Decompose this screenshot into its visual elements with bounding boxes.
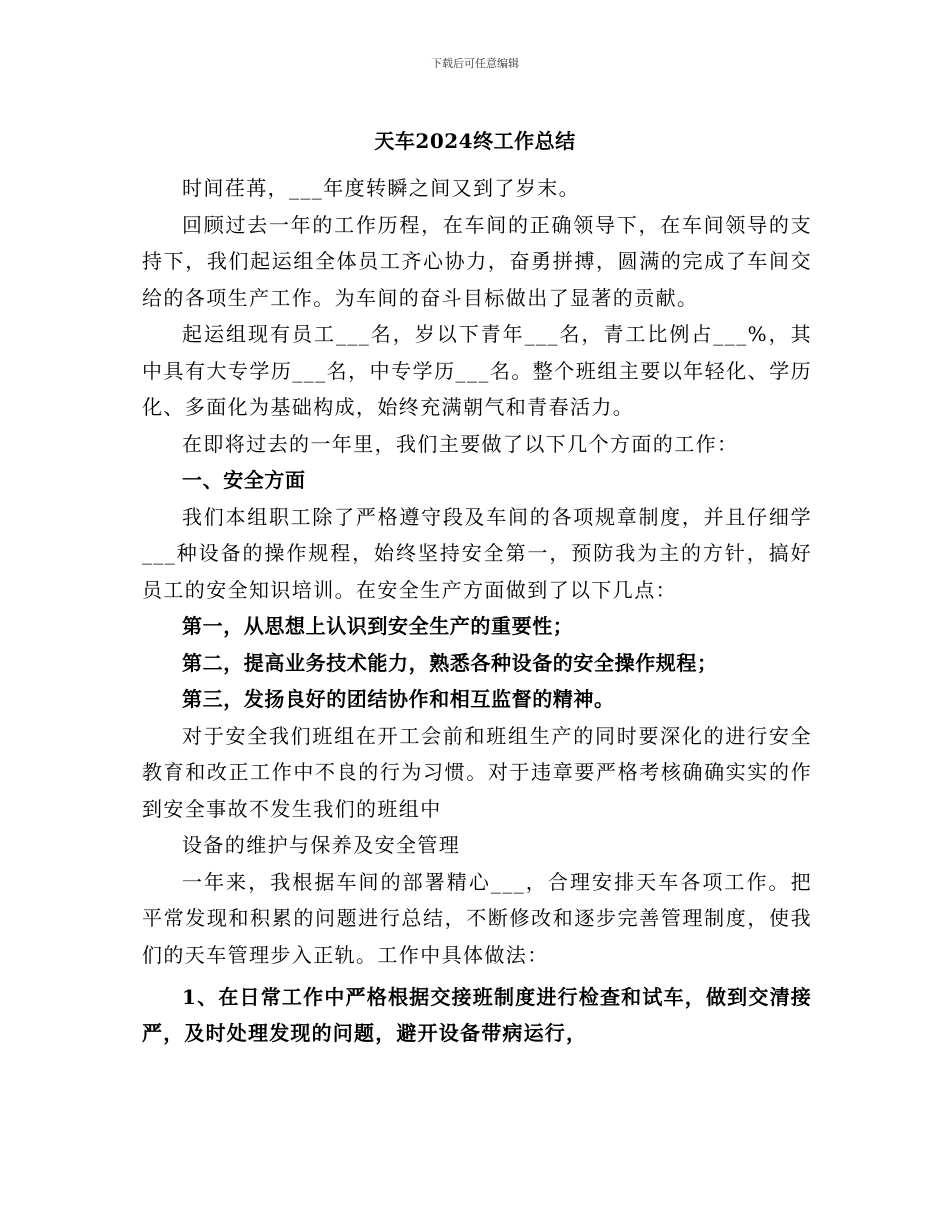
paragraph-work-lead: 在即将过去的一年里，我们主要做了以下几个方面的工作： [182,431,739,456]
subheading-maintenance: 设备的维护与保养及安全管理 [182,833,461,857]
header-note: 下载后可任意编辑 [431,57,519,70]
paragraph-staff: 起运组现有员工___名，岁以下青年___名，青工比例占___%，其中具有大专学历___名，中专学历___名。整个班组主要以年轻化、学历化、多面化为基础构成，始终充满朝气和青春活力。 [142,322,812,419]
safety-point-3: 第三，发扬良好的团结协作和相互监督的精神。 [182,687,615,711]
paragraph-safety: 我们本组职工除了严格遵守段及车间的各项规章制度，并且仔细学___种设备的操作规程，始终坚持安全第一，预防我为主的方针，搞好员工的安全知识培训。在安全生产方面做到了以下几点： [142,504,812,602]
paragraph-year-work: 一年来，我根据车间的部署精心___，合理安排天车各项工作。把平常发现和积累的问题进行总结，不断修改和逐步完善管理制度，使我们的天车管理步入正轨。工作中具体做法： [142,869,812,967]
method-item-1: 1、在日常工作中严格根据交接班制度进行检查和试车，做到交清接严，及时处理发现的问题，避开设备带病运行， [142,985,812,1045]
document-body [142,170,812,1051]
paragraph-review: 回顾过去一年的工作历程，在车间的正确领导下，在车间领导的支持下，我们起运组全体员工齐心协力，奋勇拼搏，圆满的完成了车间交给的各项生产工作。为车间的奋斗目标做出了显著的贡献。 [142,212,812,310]
safety-point-2: 第二，提高业务技术能力，熟悉各种设备的安全操作规程； [182,650,718,675]
paragraph-safety-education: 对于安全我们班组在开工会前和班组生产的同时要深化的进行安全教育和改正工作中不良的行为习惯。对于违章要严格考核确确实实的作到安全事故不发生我们的班组中 [142,723,812,821]
paragraph-intro: 时间荏苒，___年度转瞬之间又到了岁末。 [182,176,580,200]
section-heading-safety: 一、安全方面 [182,468,306,492]
page-title: 天车2024终工作总结 [374,129,576,153]
safety-point-1: 第一，从思想上认识到安全生产的重要性； [182,614,574,638]
